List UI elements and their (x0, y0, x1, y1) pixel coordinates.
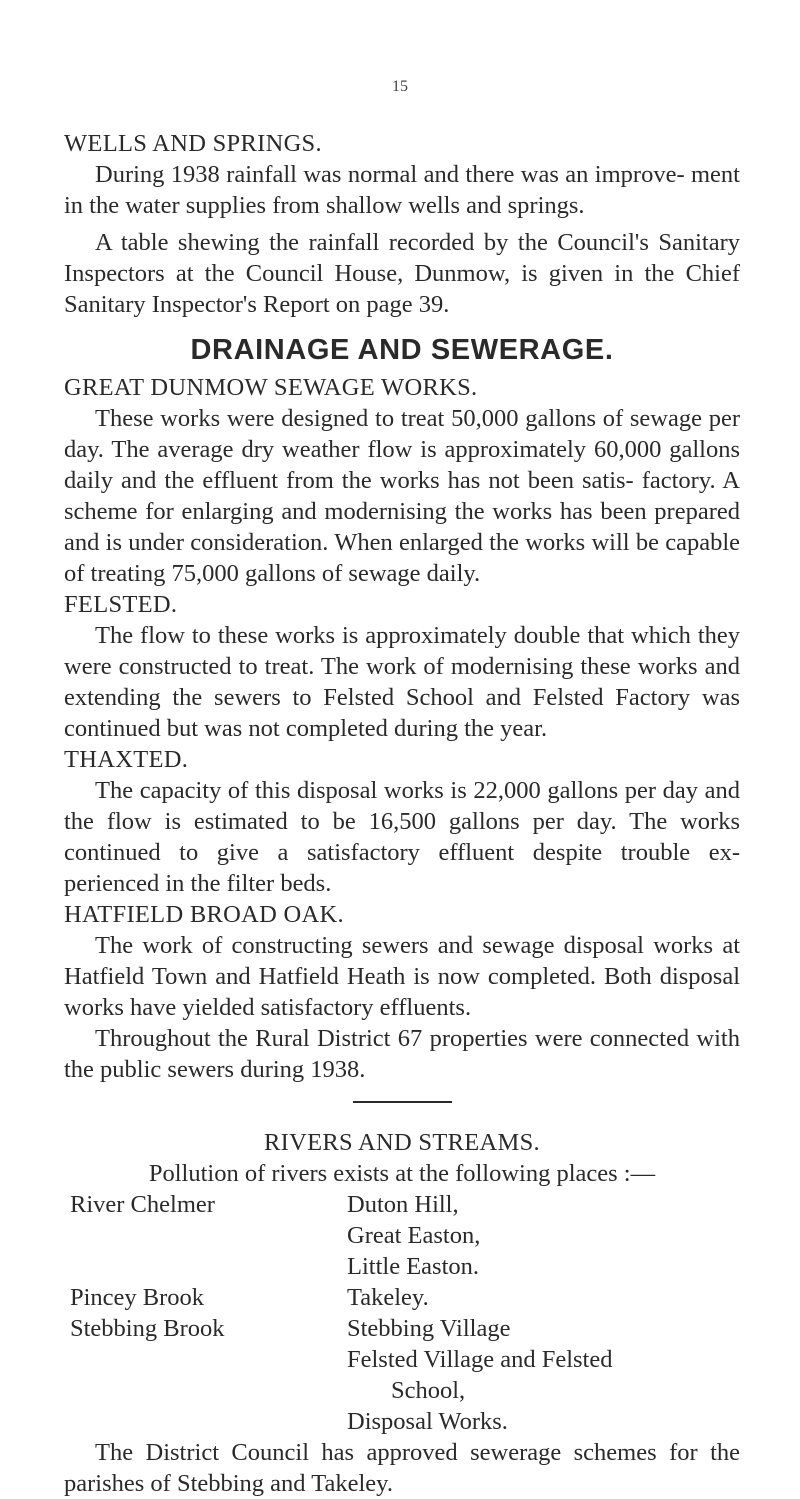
river-name: Pincey Brook (70, 1284, 205, 1311)
page-body (64, 128, 740, 1499)
place-item: Takeley. (347, 1284, 429, 1311)
place-item: Felsted Village and Felsted (347, 1346, 613, 1373)
great-dunmow-heading: GREAT DUNMOW SEWAGE WORKS. (64, 374, 478, 401)
river-name: Stebbing Brook (70, 1315, 225, 1342)
closing-text: The District Council has approved sewerage schemes for the parishes of Stebbing and Takeley. (64, 1439, 740, 1497)
place-item: Disposal Works. (347, 1408, 508, 1435)
drainage-and-sewerage-heading: DRAINAGE AND SEWERAGE. (190, 334, 614, 366)
place-item: Great Easton, (347, 1222, 481, 1249)
great-dunmow-text: These works were designed to treat 50,000 gallons of sewage per day. The average dry weather flow is approximately 60,000 gallons daily and the effluent from the works has not been satis- factory. A scheme for enlarging and modernising the works has been prepared and is under consideration. When enlarged the works will be capable of treating 75,000 gallons of sewage daily. (64, 405, 740, 587)
wells-and-springs-heading: WELLS AND SPRINGS. (64, 130, 322, 157)
felsted-text: The flow to these works is approximately double that which they were constructed to treat. The work of modernising these works and extending the sewers to Felsted School and Felsted Factory was continued but was not completed during the year. (64, 622, 740, 742)
place-item: Little Easton. (347, 1253, 479, 1280)
places-list (347, 1189, 740, 1282)
wells-paragraph-2: A table shewing the rainfall recorded by the Council's Sanitary Inspectors at the Council House, Dunmow, is given in the Chief Sanitary Inspector's Report on page 39. (64, 229, 740, 318)
felsted-heading: FELSTED. (64, 591, 178, 618)
wells-paragraph-1: During 1938 rainfall was normal and there was an improve- ment in the water supplies from shallow wells and springs. (64, 161, 740, 219)
table-row (64, 1313, 740, 1437)
places-list (347, 1282, 740, 1313)
thaxted-heading: THAXTED. (64, 746, 189, 773)
rivers-and-streams-heading: RIVERS AND STREAMS. (264, 1129, 540, 1156)
river-name: River Chelmer (70, 1191, 215, 1218)
places-list (347, 1313, 740, 1437)
place-item-continuation: School, (391, 1377, 466, 1404)
place-item: Duton Hill, (347, 1191, 459, 1218)
connections-text: Throughout the Rural District 67 properties were connected with the public sewers during 1938. (64, 1025, 740, 1083)
table-row (64, 1189, 740, 1282)
section-divider (353, 1101, 452, 1103)
place-item: Stebbing Village (347, 1315, 511, 1342)
pollution-table (64, 1189, 740, 1437)
page-number: 15 (392, 78, 408, 95)
thaxted-text: The capacity of this disposal works is 22,000 gallons per day and the flow is estimated to be 16,500 gallons per day. The works continued to give a satisfactory effluent despite trouble ex- perienced in the filter beds. (64, 777, 740, 897)
pollution-intro: Pollution of rivers exists at the following places :— (148, 1160, 656, 1187)
hatfield-heading: HATFIELD BROAD OAK. (64, 901, 344, 928)
hatfield-text: The work of constructing sewers and sewage disposal works at Hatfield Town and Hatfield Heath is now completed. Both disposal works have yielded satisfactory effluents. (64, 932, 740, 1021)
table-row (64, 1282, 740, 1313)
